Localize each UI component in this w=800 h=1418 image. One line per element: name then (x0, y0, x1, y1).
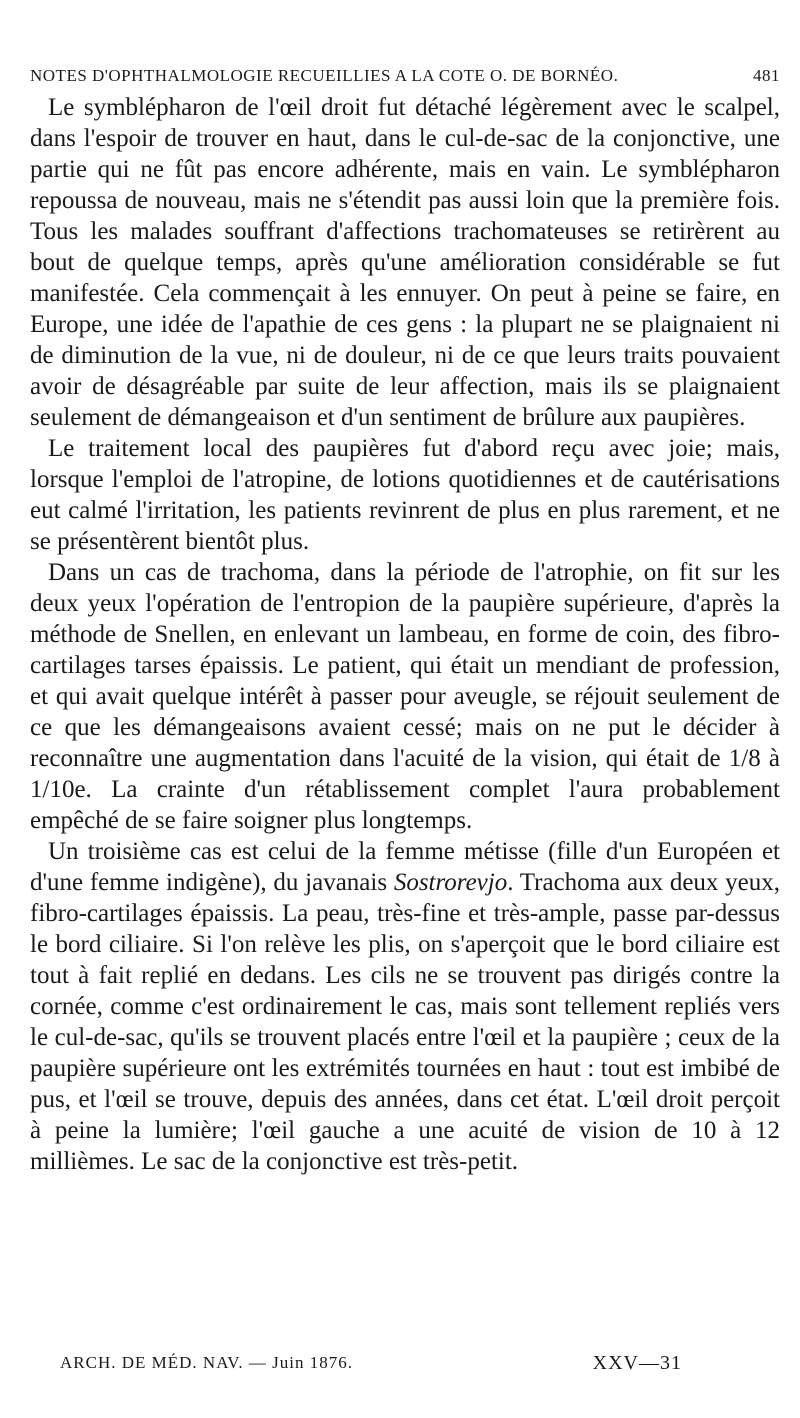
journal-reference: ARCH. DE MÉD. NAV. — Juin 1876. (60, 1353, 353, 1372)
page-number: 481 (753, 66, 780, 85)
emphasized-name: Sostrorevjo (393, 869, 508, 896)
running-head (30, 62, 780, 90)
paragraph-trachoma-case: Dans un cas de trachoma, dans la période de l'atrophie, on fit sur les deux yeux l'opération de l'entropion de la paupière supérieure, d'après la méthode de Snellen, en enlevant un lambeau, en forme de coin, des fibro-cartilages tarses épaissis. Le patient, qui était un mendiant de profession, et qui avait quelque intérêt à passer pour aveugle, se réjouit seulement de ce que les démangeaisons avaient cessé; mais on ne put le décider à reconnaître une augmentation dans l'acuité de la vision, qui était de 1/8 à 1/10e. La crainte d'un rétablissement complet l'aura probablement empêché de se faire soigner plus longtemps. (30, 559, 780, 834)
paragraph-third-case (30, 836, 780, 1177)
running-title: NOTES D'OPHTHALMOLOGIE RECUEILLIES A LA COTE O. DE BORNÉO. (30, 66, 619, 85)
third-case-text-start: Un troisième cas est celui de la femme métisse (fille d'un Européen et d'une femme indigène), du javanais (30, 838, 780, 896)
paragraph-symblepharon: Le symblépharon de l'œil droit fut détaché légèrement avec le scalpel, dans l'espoir de trouver en haut, dans le cul-de-sac de la conjonctive, une partie qui ne fût pas encore adhérente, mais en vain. Le symblépharon repoussa de nouveau, mais ne s'étendit pas aussi loin que la première fois. Tous les malades souffrant d'affections trachomateuses se retirèrent au bout de quelque temps, après qu'une amélioration considérable se fut manifestée. Cela commençait à les ennuyer. On peut à peine se faire, en Europe, une idée de l'apathie de ces gens : la plupart ne se plaignaient ni de diminution de la vue, ni de douleur, ni de ce que leurs traits pouvaient avoir de désagréable par suite de leur affection, mais ils se plaignaient seulement de démangeaison et d'un sentiment de brûlure aux paupières. (30, 94, 780, 431)
page-footer (60, 1350, 682, 1376)
signature-mark: XXV—31 (592, 1352, 682, 1374)
paragraph-local-treatment: Le traitement local des paupières fut d'abord reçu avec joie; mais, lorsque l'emploi de l'atropine, de lotions quotidiennes et de cautérisations eut calmé l'irritation, les patients revinrent de plus en plus rarement, et ne se présentèrent bientôt plus. (30, 435, 780, 555)
document-page (30, 62, 780, 1177)
body-text (30, 92, 780, 1177)
third-case-text-end: . Trachoma aux deux yeux, fibro-cartilages épaissis. La peau, très-fine et très-ample, passe par-dessus le bord ciliaire. Si l'on relève les plis, on s'aperçoit que le bord ciliaire est tout à fait replié en dedans. Les cils ne se trouvent pas dirigés contre la cornée, comme c'est ordinairement le cas, mais sont tellement repliés vers le cul-de-sac, qu'ils se trouvent placés entre l'œil et la paupière ; ceux de la paupière supérieure ont les extrémités tournées en haut : tout est imbibé de pus, et l'œil se trouve, depuis des années, dans cet état. L'œil droit perçoit à peine la lumière; l'œil gauche a une acuité de vision de 10 à 12 millièmes. Le sac de la conjonctive est très-petit. (30, 869, 781, 1175)
